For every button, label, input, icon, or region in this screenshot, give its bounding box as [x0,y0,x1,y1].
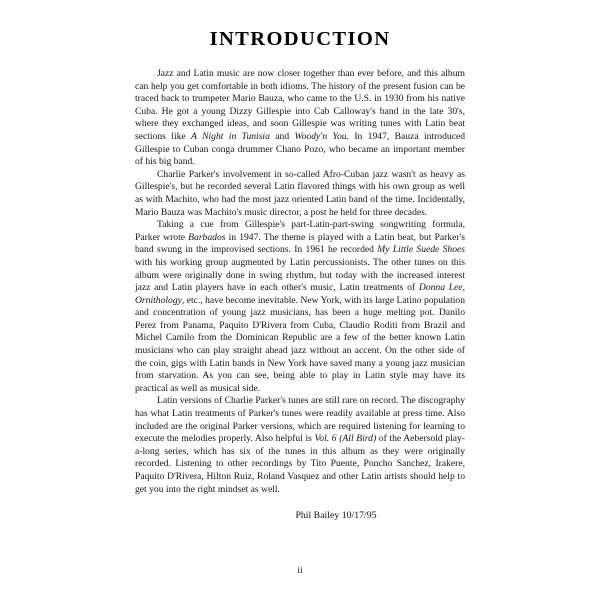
paragraph-1: Jazz and Latin music are now closer together than ever before, and this album can help you get comfortable in both idioms. The history of the present fusion can be traced back to trumpeter Mario Bauza, who came to the U.S. in 1930 from his native Cuba. He got a young Dizzy Gillespie into Cab Calloway's band in the late 30's, where they exchanged ideas, and soon Gillespie was writing tunes with Latin beat sections like A Night in Tunisia and Woody'n You. In 1947, Bauza introduced Gillespie to Cuban conga drummer Chano Pozo, who became an important member of his big band. [135,68,466,168]
italic-title: Barbados [188,231,226,243]
italic-title: Vol. 6 (All Bird) [314,433,377,445]
signature-line: Phil Bailey 10/17/95 [295,510,377,522]
italic-title: Ornithology [135,294,182,306]
page-title: INTRODUCTION [209,28,391,50]
italic-title: Donna Lee [418,282,463,294]
italic-title: Woody'n You [294,130,347,142]
paragraph-4: Latin versions of Charlie Parker's tunes are still rare on record. The discography has what Latin treatments of Parker's tunes were readily available at press time. Also included are the original Parker versions, which are required listening for learning to execute the melodies properly. Also helpful is Vol. 6 (All Bird) of the Aebersold play-a-long series, which has six of the tunes in this album as they were originally recorded. Listening to other recordings by Tito Puente, Poncho Sanchez, Irakere, Paquito D'Rivera, Hilton Ruiz, Roland Vasquez and other Latin artists should help to get you into the right mindset as well. [135,395,466,495]
body-text-column [135,68,465,522]
page-number: ii [297,566,303,576]
italic-title: My Little Suede Shoes [377,244,465,256]
paragraph-3: Taking a cue from Gillespie's part-Latin-part-swing songwriting formula, Parker wrote Barbados in 1947. The theme is played with a Latin beat, but Parker's band swung in the improvised sections. In 1961 he recorded My Little Suede Shoes with his working group augmented by Latin percussionists. The other tunes on this album were originally done in swing rhythm, but today with the increased interest jazz and Latin players have in each other's music, Latin treatments of Donna Lee, Ornithology, etc., have become inevitable. New York, with its large Latino population and concentration of young jazz musicians, has been a huge melting pot. Danilo Perez from Panama, Paquito D'Rivera from Cuba, Claudio Roditi from Brazil and Michel Camilo from the Dominican Republic are a few of the better known Latin musicians who can play straight ahead jazz without an accent. On the other side of the coin, gigs with Latin bands in New York have saved many a young jazz musician from starvation. As you can see, being able to play in Latin style may have its practical as well as musical side. [135,219,465,394]
italic-title: A Night in Tunisia [191,130,270,142]
paragraph-2: Charlie Parker's involvement in so-called Afro-Cuban jazz wasn't as heavy as Gillespie's, but he recorded several Latin flavored things with his own group as well as with Machito, who had the most jazz oriented Latin band of the time. Incidentally, Mario Bauza was Machito's music director, a post he held for three decades. [135,168,465,218]
